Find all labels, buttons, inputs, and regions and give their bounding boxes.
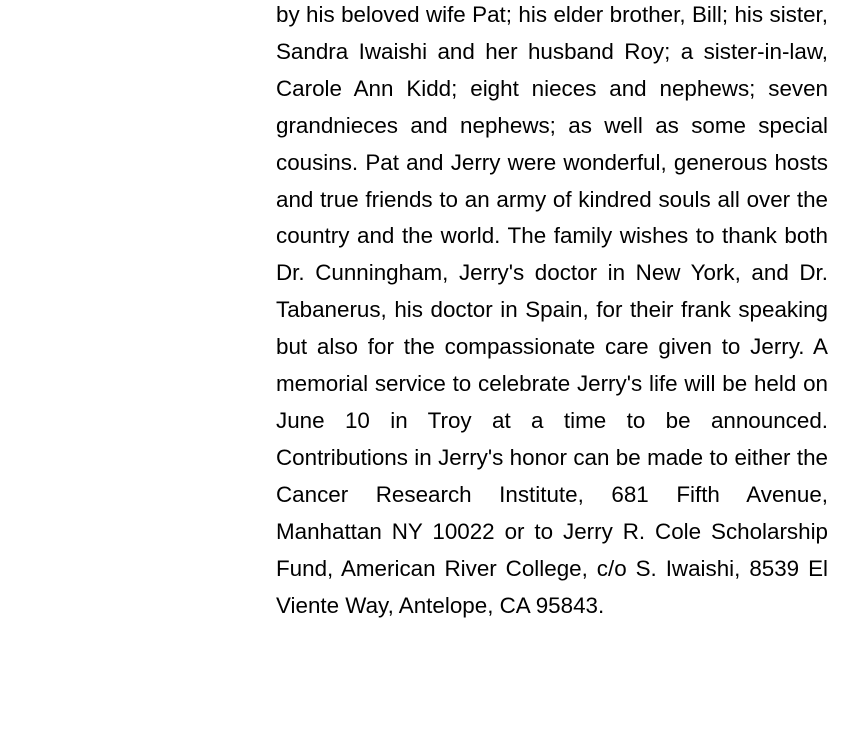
obituary-paragraph: by his beloved wife Pat; his elder brother, Bill; his sister, Sandra Iwaishi and her husband Roy; a sister-in-law, Carole Ann Kidd; eight nieces and nephews; seven grandnieces and nephews; as well as some special cousins. Pat and Jerry were wonderful, generous hosts and true friends to an army of kindred souls all over the country and the world. The family wishes to thank both Dr. Cunningham, Jerry's doctor in New York, and Dr. Tabanerus, his doctor in Spain, for their frank speaking but also for the compassionate care given to Jerry. A memorial service to celebrate Jerry's life will be held on June 10 in Troy at a time to be announced. Contributions in Jerry's honor can be made to either the Cancer Research Institute, 681 Fifth Avenue, Manhattan NY 10022 or to Jerry R. Cole Scholarship Fund, American River College, c/o S. Iwaishi, 8539 El Viente Way, Antelope, CA 95843.: [276, 2, 828, 618]
